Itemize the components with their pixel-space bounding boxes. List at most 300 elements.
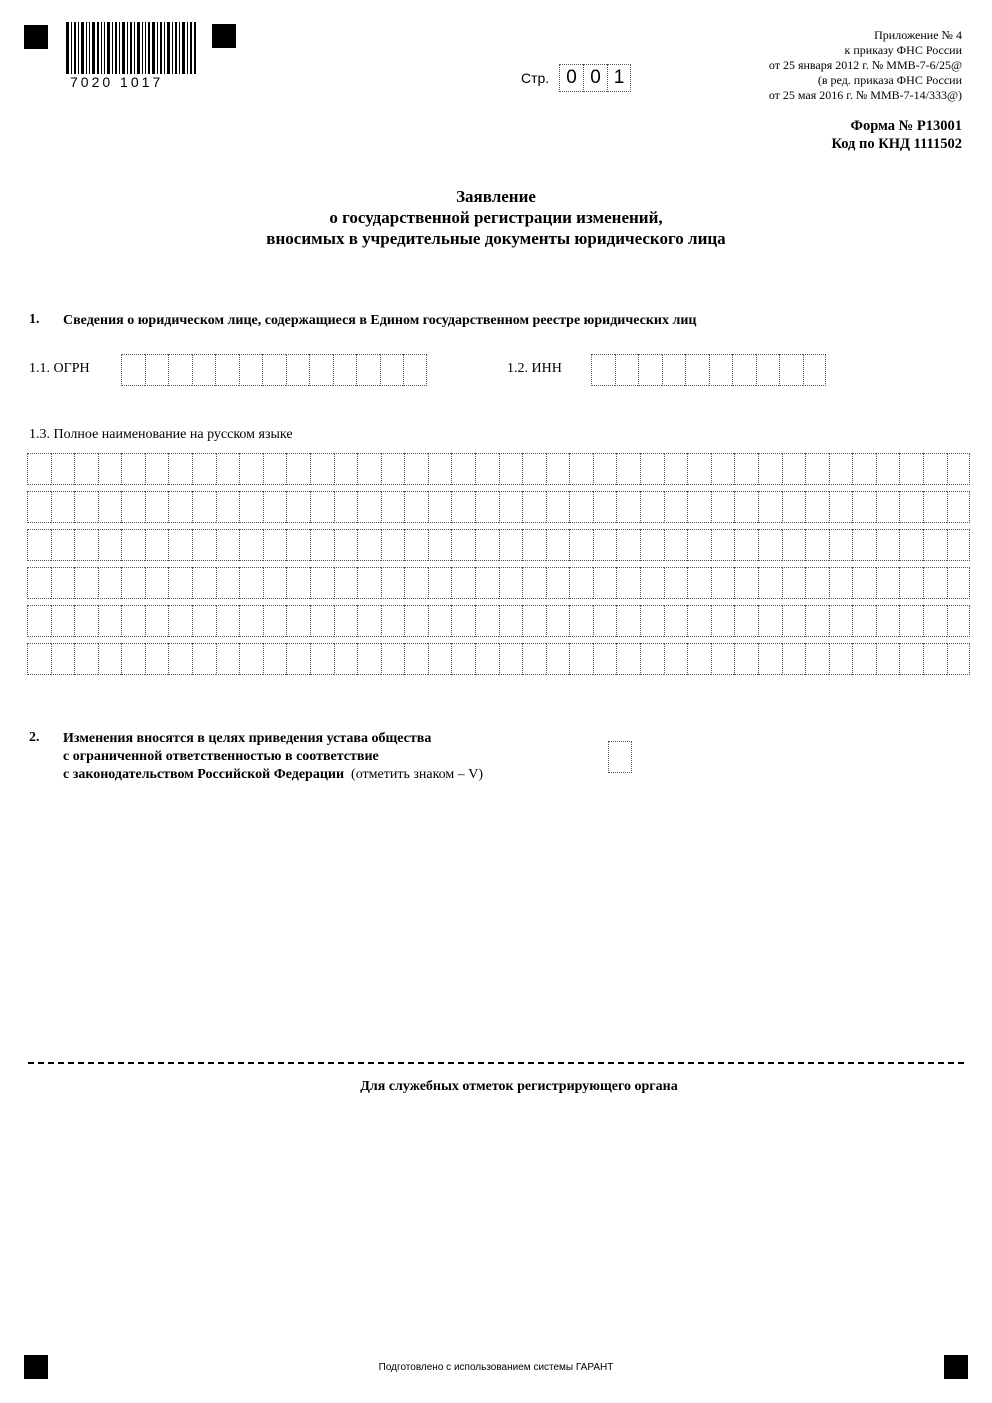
full-name-cell[interactable] — [899, 491, 923, 523]
full-name-cell[interactable] — [451, 567, 475, 599]
full-name-cell[interactable] — [381, 529, 405, 561]
full-name-cell[interactable] — [334, 605, 358, 637]
full-name-cell[interactable] — [357, 491, 381, 523]
full-name-cell[interactable] — [569, 529, 593, 561]
full-name-cell[interactable] — [711, 643, 735, 675]
full-name-cell[interactable] — [499, 529, 523, 561]
full-name-cell[interactable] — [593, 453, 617, 485]
full-name-cell[interactable] — [758, 453, 782, 485]
section-2-checkbox[interactable] — [608, 741, 632, 773]
full-name-cell[interactable] — [899, 567, 923, 599]
full-name-cell[interactable] — [74, 453, 98, 485]
full-name-cell[interactable] — [876, 529, 900, 561]
title-line: о государственной регистрации изменений, — [329, 208, 663, 227]
ogrn-cell[interactable] — [286, 354, 310, 386]
full-name-cell[interactable] — [876, 567, 900, 599]
cut-line — [28, 1062, 964, 1064]
full-name-cell[interactable] — [640, 453, 664, 485]
full-name-cell[interactable] — [286, 453, 310, 485]
full-name-cell[interactable] — [74, 567, 98, 599]
ogrn-cell[interactable] — [309, 354, 333, 386]
full-name-cell[interactable] — [782, 605, 806, 637]
ogrn-cell[interactable] — [403, 354, 427, 386]
full-name-cell[interactable] — [805, 643, 829, 675]
section-2-line-3 — [63, 766, 483, 784]
full-name-row — [27, 491, 970, 523]
full-name-cell[interactable] — [758, 643, 782, 675]
full-name-cell[interactable] — [805, 567, 829, 599]
full-name-cell[interactable] — [734, 453, 758, 485]
ogrn-cell[interactable] — [121, 354, 145, 386]
full-name-cell[interactable] — [829, 605, 853, 637]
full-name-cell[interactable] — [664, 605, 688, 637]
corner-marker-top-right — [212, 24, 236, 48]
full-name-cell[interactable] — [569, 605, 593, 637]
inn-field[interactable] — [591, 354, 826, 386]
full-name-cell[interactable] — [569, 567, 593, 599]
full-name-cell[interactable] — [168, 643, 192, 675]
full-name-cell[interactable] — [121, 453, 145, 485]
full-name-cell[interactable] — [263, 529, 287, 561]
full-name-cell[interactable] — [475, 643, 499, 675]
full-name-cell[interactable] — [687, 643, 711, 675]
full-name-cell[interactable] — [74, 529, 98, 561]
full-name-cell[interactable] — [499, 643, 523, 675]
full-name-cell[interactable] — [381, 491, 405, 523]
full-name-cell[interactable] — [286, 643, 310, 675]
full-name-cell[interactable] — [829, 529, 853, 561]
full-name-cell[interactable] — [923, 453, 947, 485]
full-name-cell[interactable] — [876, 643, 900, 675]
full-name-cell[interactable] — [664, 491, 688, 523]
full-name-field[interactable] — [27, 453, 970, 681]
full-name-cell[interactable] — [263, 643, 287, 675]
full-name-cell[interactable] — [216, 567, 240, 599]
full-name-cell[interactable] — [192, 491, 216, 523]
full-name-cell[interactable] — [664, 529, 688, 561]
appendix-header — [769, 28, 962, 103]
full-name-cell[interactable] — [239, 643, 263, 675]
full-name-cell[interactable] — [876, 491, 900, 523]
full-name-cell[interactable] — [569, 643, 593, 675]
full-name-row — [27, 529, 970, 561]
full-name-cell[interactable] — [805, 491, 829, 523]
full-name-cell[interactable] — [27, 453, 51, 485]
mark-note: (отметить знаком – V) — [351, 767, 484, 782]
full-name-cell[interactable] — [758, 567, 782, 599]
full-name-cell[interactable] — [381, 605, 405, 637]
full-name-cell[interactable] — [428, 605, 452, 637]
full-name-cell[interactable] — [687, 453, 711, 485]
inn-cell[interactable] — [709, 354, 733, 386]
full-name-cell[interactable] — [593, 529, 617, 561]
full-name-cell[interactable] — [98, 491, 122, 523]
full-name-cell[interactable] — [640, 529, 664, 561]
ogrn-field[interactable] — [121, 354, 427, 386]
full-name-cell[interactable] — [451, 529, 475, 561]
full-name-cell[interactable] — [428, 643, 452, 675]
full-name-cell[interactable] — [475, 567, 499, 599]
full-name-cell[interactable] — [475, 605, 499, 637]
full-name-cell[interactable] — [216, 453, 240, 485]
full-name-cell[interactable] — [522, 605, 546, 637]
full-name-cell[interactable] — [74, 491, 98, 523]
ogrn-label: 1.1. ОГРН — [29, 361, 90, 376]
full-name-cell[interactable] — [899, 643, 923, 675]
full-name-cell[interactable] — [829, 453, 853, 485]
full-name-cell[interactable] — [522, 453, 546, 485]
full-name-cell[interactable] — [310, 491, 334, 523]
full-name-cell[interactable] — [310, 567, 334, 599]
full-name-cell[interactable] — [334, 567, 358, 599]
full-name-cell[interactable] — [121, 567, 145, 599]
full-name-cell[interactable] — [239, 567, 263, 599]
full-name-cell[interactable] — [734, 529, 758, 561]
full-name-cell[interactable] — [428, 453, 452, 485]
appendix-line: от 25 января 2012 г. № ММВ-7-6/25@ — [768, 58, 962, 72]
inn-cell[interactable] — [685, 354, 709, 386]
full-name-cell[interactable] — [593, 491, 617, 523]
full-name-cell[interactable] — [876, 453, 900, 485]
full-name-cell[interactable] — [310, 529, 334, 561]
full-name-cell[interactable] — [404, 605, 428, 637]
full-name-cell[interactable] — [51, 643, 75, 675]
full-name-cell[interactable] — [192, 529, 216, 561]
full-name-cell[interactable] — [546, 529, 570, 561]
full-name-cell[interactable] — [27, 491, 51, 523]
full-name-cell[interactable] — [263, 605, 287, 637]
full-name-cell[interactable] — [74, 605, 98, 637]
full-name-row — [27, 453, 970, 485]
full-name-cell[interactable] — [451, 643, 475, 675]
full-name-cell[interactable] — [711, 453, 735, 485]
full-name-cell[interactable] — [593, 567, 617, 599]
full-name-cell[interactable] — [239, 453, 263, 485]
full-name-row — [27, 567, 970, 599]
full-name-cell[interactable] — [357, 529, 381, 561]
full-name-cell[interactable] — [404, 491, 428, 523]
full-name-cell[interactable] — [404, 567, 428, 599]
full-name-cell[interactable] — [145, 567, 169, 599]
full-name-cell[interactable] — [640, 567, 664, 599]
page-number-cells — [559, 64, 631, 92]
inn-cell[interactable] — [803, 354, 827, 386]
full-name-cell[interactable] — [616, 605, 640, 637]
full-name-cell[interactable] — [310, 453, 334, 485]
full-name-cell[interactable] — [687, 491, 711, 523]
full-name-cell[interactable] — [593, 605, 617, 637]
full-name-cell[interactable] — [546, 605, 570, 637]
full-name-cell[interactable] — [499, 567, 523, 599]
full-name-cell[interactable] — [263, 453, 287, 485]
full-name-cell[interactable] — [829, 643, 853, 675]
full-name-cell[interactable] — [616, 643, 640, 675]
full-name-cell[interactable] — [640, 643, 664, 675]
full-name-cell[interactable] — [805, 453, 829, 485]
inn-label: 1.2. ИНН — [507, 361, 562, 376]
inn-cell[interactable] — [732, 354, 756, 386]
full-name-cell[interactable] — [428, 529, 452, 561]
full-name-cell[interactable] — [782, 529, 806, 561]
full-name-cell[interactable] — [145, 529, 169, 561]
full-name-cell[interactable] — [829, 567, 853, 599]
full-name-cell[interactable] — [758, 529, 782, 561]
full-name-cell[interactable] — [782, 567, 806, 599]
full-name-cell[interactable] — [805, 605, 829, 637]
full-name-cell[interactable] — [286, 567, 310, 599]
full-name-cell[interactable] — [263, 491, 287, 523]
full-name-cell[interactable] — [334, 643, 358, 675]
full-name-cell[interactable] — [947, 453, 971, 485]
full-name-cell[interactable] — [923, 491, 947, 523]
full-name-cell[interactable] — [664, 643, 688, 675]
full-name-cell[interactable] — [711, 491, 735, 523]
full-name-cell[interactable] — [640, 491, 664, 523]
full-name-cell[interactable] — [947, 605, 971, 637]
page-digit-cell[interactable]: 0 — [559, 64, 583, 92]
full-name-cell[interactable] — [168, 605, 192, 637]
full-name-cell[interactable] — [334, 529, 358, 561]
full-name-cell[interactable] — [334, 491, 358, 523]
full-name-cell[interactable] — [145, 491, 169, 523]
full-name-cell[interactable] — [522, 567, 546, 599]
full-name-cell[interactable] — [829, 491, 853, 523]
full-name-cell[interactable] — [947, 643, 971, 675]
inn-cell[interactable] — [756, 354, 780, 386]
full-name-cell[interactable] — [805, 529, 829, 561]
section-2-line: с ограниченной ответственностью в соответствие — [63, 749, 379, 764]
full-name-cell[interactable] — [475, 529, 499, 561]
page-digit-cell[interactable]: 1 — [607, 64, 631, 92]
section-2-line: Изменения вносятся в целях приведения устава общества — [63, 731, 432, 746]
full-name-cell[interactable] — [899, 605, 923, 637]
section-1-heading: Сведения о юридическом лице, содержащиеся в Едином государственном реестре юридических лиц — [63, 313, 697, 328]
full-name-cell[interactable] — [286, 605, 310, 637]
full-name-cell[interactable] — [947, 491, 971, 523]
full-name-cell[interactable] — [664, 567, 688, 599]
full-name-cell[interactable] — [121, 605, 145, 637]
page-label: Стр. — [521, 70, 550, 86]
full-name-cell[interactable] — [27, 567, 51, 599]
full-name-cell[interactable] — [239, 605, 263, 637]
full-name-cell[interactable] — [782, 491, 806, 523]
full-name-cell[interactable] — [216, 491, 240, 523]
full-name-cell[interactable] — [357, 567, 381, 599]
full-name-cell[interactable] — [734, 643, 758, 675]
full-name-cell[interactable] — [522, 491, 546, 523]
full-name-cell[interactable] — [546, 453, 570, 485]
full-name-cell[interactable] — [145, 605, 169, 637]
appendix-line: (в ред. приказа ФНС России — [817, 73, 962, 87]
knd-code: Код по КНД 1111502 — [831, 136, 962, 152]
full-name-cell[interactable] — [51, 453, 75, 485]
full-name-cell[interactable] — [451, 453, 475, 485]
full-name-cell[interactable] — [852, 643, 876, 675]
full-name-cell[interactable] — [428, 491, 452, 523]
full-name-cell[interactable] — [357, 643, 381, 675]
full-name-cell[interactable] — [98, 529, 122, 561]
full-name-cell[interactable] — [145, 453, 169, 485]
ogrn-cell[interactable] — [168, 354, 192, 386]
full-name-cell[interactable] — [711, 529, 735, 561]
barcode-number: 7020 1017 — [70, 74, 164, 90]
full-name-cell[interactable] — [947, 529, 971, 561]
full-name-cell[interactable] — [499, 491, 523, 523]
full-name-cell[interactable] — [121, 491, 145, 523]
full-name-cell[interactable] — [98, 567, 122, 599]
full-name-cell[interactable] — [499, 605, 523, 637]
full-name-cell[interactable] — [51, 529, 75, 561]
full-name-cell[interactable] — [74, 643, 98, 675]
full-name-cell[interactable] — [51, 491, 75, 523]
full-name-cell[interactable] — [899, 453, 923, 485]
inn-cell[interactable] — [662, 354, 686, 386]
full-name-cell[interactable] — [687, 567, 711, 599]
full-name-cell[interactable] — [782, 643, 806, 675]
full-name-cell[interactable] — [616, 529, 640, 561]
full-name-cell[interactable] — [616, 453, 640, 485]
full-name-cell[interactable] — [923, 643, 947, 675]
full-name-cell[interactable] — [734, 567, 758, 599]
full-name-cell[interactable] — [192, 605, 216, 637]
full-name-cell[interactable] — [499, 453, 523, 485]
full-name-cell[interactable] — [475, 491, 499, 523]
full-name-cell[interactable] — [664, 453, 688, 485]
full-name-cell[interactable] — [216, 643, 240, 675]
full-name-cell[interactable] — [522, 643, 546, 675]
full-name-cell[interactable] — [734, 605, 758, 637]
full-name-cell[interactable] — [569, 453, 593, 485]
full-name-cell[interactable] — [546, 491, 570, 523]
full-name-cell[interactable] — [168, 453, 192, 485]
full-name-cell[interactable] — [404, 529, 428, 561]
full-name-cell[interactable] — [286, 491, 310, 523]
appendix-line: от 25 мая 2016 г. № ММВ-7-14/333@) — [768, 88, 962, 102]
full-name-cell[interactable] — [593, 643, 617, 675]
ogrn-cell[interactable] — [333, 354, 357, 386]
ogrn-cell[interactable] — [215, 354, 239, 386]
inn-cell[interactable] — [591, 354, 615, 386]
full-name-cell[interactable] — [27, 605, 51, 637]
full-name-cell[interactable] — [876, 605, 900, 637]
full-name-cell[interactable] — [546, 643, 570, 675]
full-name-cell[interactable] — [121, 643, 145, 675]
full-name-cell[interactable] — [98, 605, 122, 637]
full-name-cell[interactable] — [899, 529, 923, 561]
appendix-line: к приказу ФНС России — [844, 43, 962, 57]
full-name-cell[interactable] — [168, 567, 192, 599]
full-name-cell[interactable] — [758, 491, 782, 523]
full-name-cell[interactable] — [98, 453, 122, 485]
full-name-cell[interactable] — [687, 605, 711, 637]
section-2-text — [63, 730, 483, 784]
full-name-cell[interactable] — [782, 453, 806, 485]
full-name-cell[interactable] — [616, 491, 640, 523]
full-name-cell[interactable] — [711, 567, 735, 599]
full-name-cell[interactable] — [404, 453, 428, 485]
full-name-cell[interactable] — [239, 529, 263, 561]
full-name-cell[interactable] — [239, 491, 263, 523]
ogrn-cell[interactable] — [380, 354, 404, 386]
barcode — [66, 22, 196, 74]
ogrn-cell[interactable] — [356, 354, 380, 386]
full-name-cell[interactable] — [546, 567, 570, 599]
full-name-cell[interactable] — [428, 567, 452, 599]
full-name-cell[interactable] — [923, 605, 947, 637]
ogrn-cell[interactable] — [239, 354, 263, 386]
form-number: Форма № Р13001 — [850, 118, 962, 134]
full-name-cell[interactable] — [381, 643, 405, 675]
full-name-cell[interactable] — [145, 643, 169, 675]
full-name-row — [27, 643, 970, 675]
inn-cell[interactable] — [638, 354, 662, 386]
ogrn-cell[interactable] — [145, 354, 169, 386]
full-name-cell[interactable] — [947, 567, 971, 599]
full-name-cell[interactable] — [192, 453, 216, 485]
full-name-cell[interactable] — [168, 491, 192, 523]
full-name-cell[interactable] — [27, 529, 51, 561]
full-name-cell[interactable] — [121, 529, 145, 561]
full-name-cell[interactable] — [687, 529, 711, 561]
full-name-cell[interactable] — [310, 605, 334, 637]
full-name-cell[interactable] — [216, 605, 240, 637]
ogrn-cell[interactable] — [262, 354, 286, 386]
full-name-cell[interactable] — [357, 605, 381, 637]
full-name-cell[interactable] — [852, 453, 876, 485]
full-name-cell[interactable] — [216, 529, 240, 561]
full-name-cell[interactable] — [381, 453, 405, 485]
inn-cell[interactable] — [615, 354, 639, 386]
full-name-cell[interactable] — [168, 529, 192, 561]
full-name-cell[interactable] — [734, 491, 758, 523]
full-name-cell[interactable] — [923, 567, 947, 599]
full-name-cell[interactable] — [451, 605, 475, 637]
full-name-cell[interactable] — [616, 567, 640, 599]
full-name-cell[interactable] — [923, 529, 947, 561]
full-name-cell[interactable] — [640, 605, 664, 637]
full-name-cell[interactable] — [711, 605, 735, 637]
full-name-cell[interactable] — [569, 491, 593, 523]
full-name-cell[interactable] — [522, 529, 546, 561]
office-note: Для служебных отметок регистрирующего органа — [360, 1079, 678, 1094]
page-digit-cell[interactable]: 0 — [583, 64, 607, 92]
title-line: вносимых в учредительные документы юридического лица — [266, 229, 726, 248]
full-name-cell[interactable] — [852, 529, 876, 561]
full-name-cell[interactable] — [852, 567, 876, 599]
full-name-cell[interactable] — [404, 643, 428, 675]
full-name-cell[interactable] — [381, 567, 405, 599]
full-name-cell[interactable] — [286, 529, 310, 561]
full-name-cell[interactable] — [475, 453, 499, 485]
section-2-line: с законодательством Российской Федерации — [63, 767, 345, 782]
full-name-cell[interactable] — [27, 643, 51, 675]
full-name-cell[interactable] — [310, 643, 334, 675]
full-name-cell[interactable] — [852, 491, 876, 523]
full-name-cell[interactable] — [852, 605, 876, 637]
full-name-cell[interactable] — [51, 605, 75, 637]
full-name-cell[interactable] — [51, 567, 75, 599]
full-name-cell[interactable] — [357, 453, 381, 485]
ogrn-cell[interactable] — [192, 354, 216, 386]
full-name-cell[interactable] — [192, 567, 216, 599]
full-name-cell[interactable] — [192, 643, 216, 675]
full-name-cell[interactable] — [263, 567, 287, 599]
full-name-cell[interactable] — [98, 643, 122, 675]
inn-cell[interactable] — [779, 354, 803, 386]
full-name-cell[interactable] — [758, 605, 782, 637]
full-name-cell[interactable] — [451, 491, 475, 523]
full-name-cell[interactable] — [334, 453, 358, 485]
